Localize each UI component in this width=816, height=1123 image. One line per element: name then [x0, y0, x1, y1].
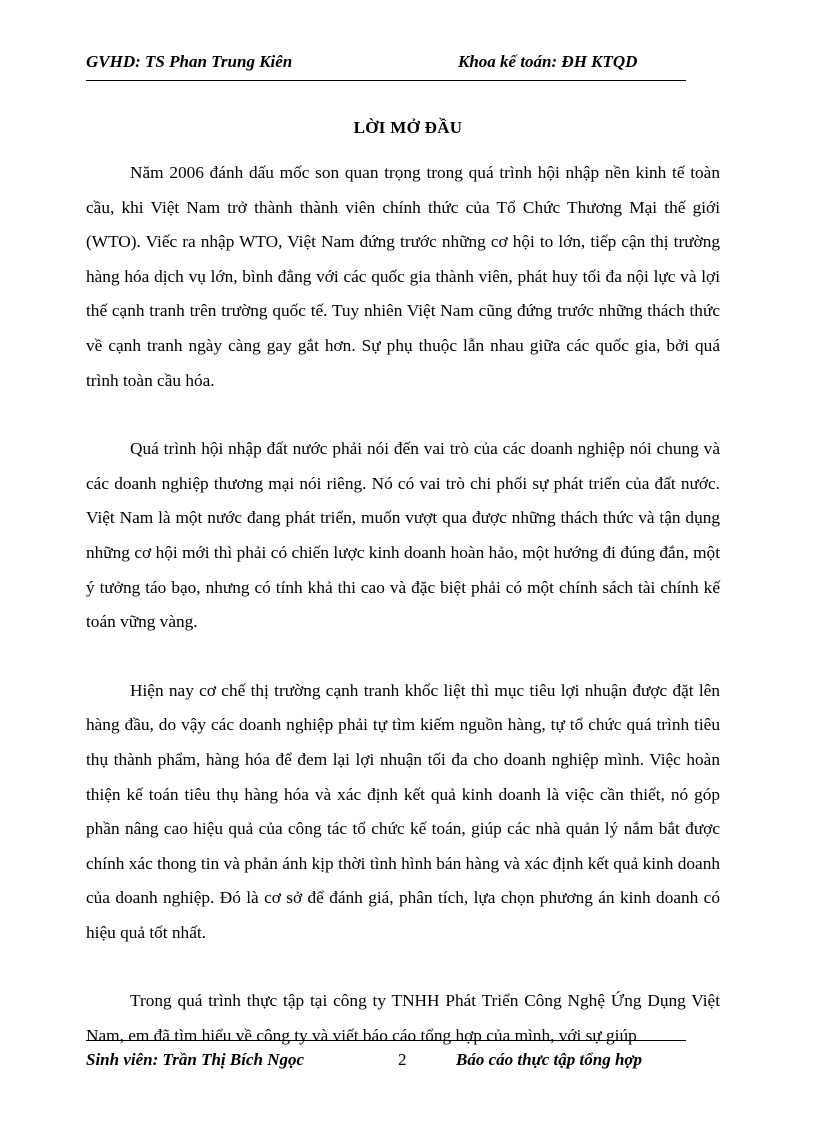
paragraph-2: Quá trình hội nhập đất nước phải nói đến vai trò của các doanh nghiệp nói chung và các doanh nghiệp thương mại nói riêng. Nó có vai trò chi phối sự phát triển của đất nước. Việt Nam là một nước đang phát triển, muốn vượt qua được những thách thức và tận dụng những cơ hội mới thì phải có chiến lược kinh doanh hoàn hảo, một hướng đi đúng đắn, một ý tưởng táo bạo, nhưng có tính khả thi cao và đặc biệt phải có một chính sách tài chính kế toán vững vàng.	[86, 439, 720, 632]
document-title: LỜI MỞ ĐẦU	[353, 118, 463, 137]
page-number: 2	[398, 1050, 407, 1069]
footer-report-title: Báo cáo thực tập tổng hợp	[456, 1050, 643, 1069]
header-faculty: Khoa kế toán: ĐH KTQD	[458, 52, 638, 71]
page-footer	[86, 1050, 686, 1074]
header-supervisor: GVHD: TS Phan Trung Kiên	[86, 52, 293, 71]
footer-divider	[86, 1040, 686, 1041]
footer-student: Sinh viên: Trần Thị Bích Ngọc	[86, 1050, 305, 1069]
paragraph-1: Năm 2006 đánh dấu mốc son quan trọng trong quá trình hội nhập nền kinh tế toàn cầu, khi Việt Nam trở thành thành viên chính thức của Tổ Chức Thương Mại thế giới (WTO). Viếc ra nhập WTO, Việt Nam đứng trước những cơ hội to lớn, tiếp cận thị trường hàng hóa dịch vụ lớn, bình đẳng với các quốc gia thành viên, phát huy tối đa nội lực và lợi thế cạnh tranh trên trường quốc tế. Tuy nhiên Việt Nam cũng đứng trước những thách thức về cạnh tranh ngày càng gay gắt hơn. Sự phụ thuộc lẫn nhau giữa các quốc gia, bởi quá trình toàn cầu hóa.	[86, 163, 720, 390]
header-divider	[86, 80, 686, 81]
page-header	[86, 52, 686, 78]
paragraph-4: Trong quá trình thực tập tại công ty TNHH Phát Triển Công Nghệ Ứng Dụng Việt Nam, em đã tìm hiểu về công ty và viết báo cáo tổng hợp của mình, với sự giúp	[86, 991, 720, 1046]
paragraph-3: Hiện nay cơ chế thị trường cạnh tranh khốc liệt thì mục tiêu lợi nhuận được đặt lên hàng đầu, do vậy các doanh nghiệp phải tự tìm kiếm nguồn hàng, tự tổ chức quá trình tiêu thụ thành phẩm, hàng hóa để đem lại lợi nhuận tối đa cho doanh nghiệp mình. Việc hoàn thiện kế toán tiêu thụ hàng hóa và xác định kết quả kinh doanh là việc cần thiết, nó góp phần nâng cao hiệu quả của công tác tổ chức kế toán, giúp các nhà quản lý nắm bắt được chính xác thong tin và phản ánh kịp thời tình hình bán hàng và xác định kết quả kinh doanh của doanh nghiệp. Đó là cơ sở để đánh giá, phân tích, lựa chọn phương án kinh doanh có hiệu quả tốt nhất.	[86, 680, 720, 942]
document-body	[86, 156, 720, 1088]
